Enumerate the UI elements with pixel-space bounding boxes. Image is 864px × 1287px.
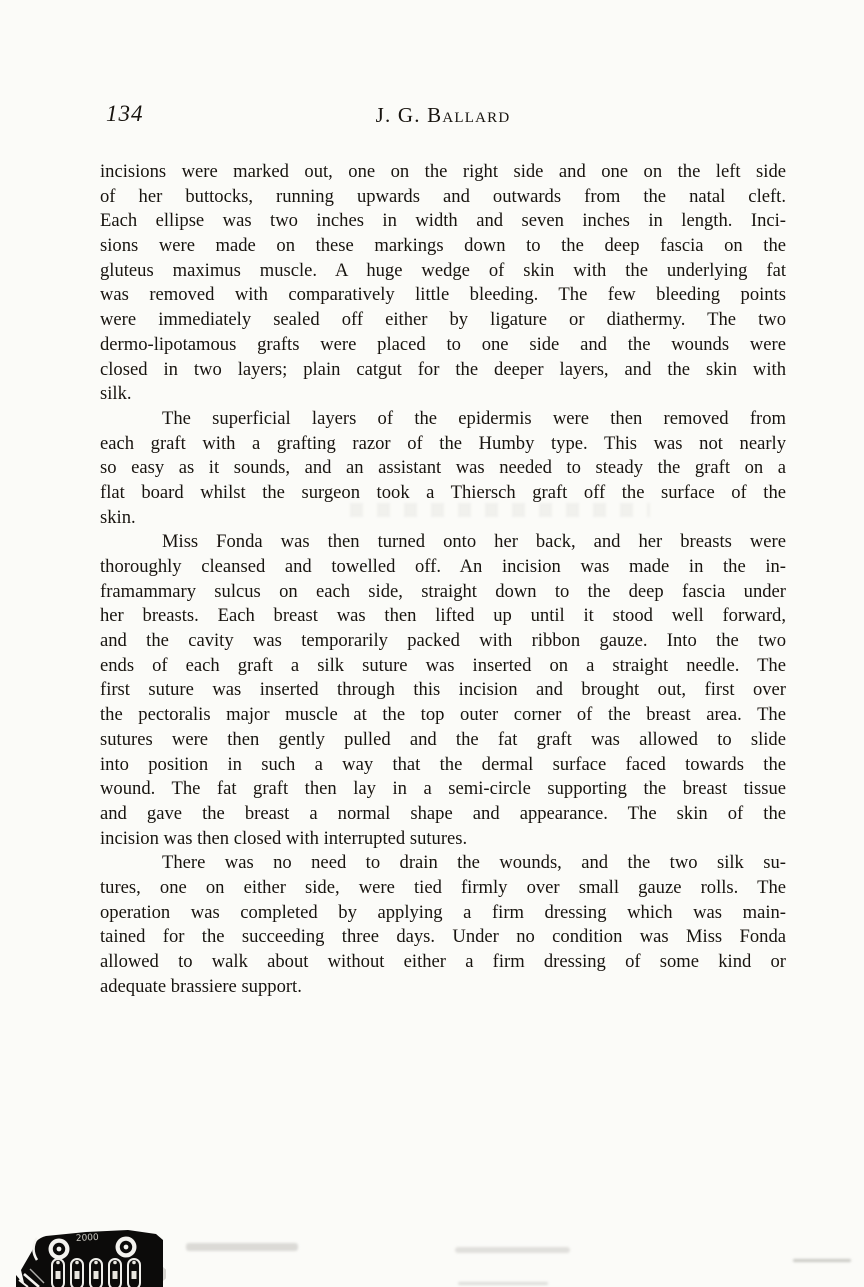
text-line: framammary sulcus on each side, straight down to the deep fascia under <box>100 580 786 602</box>
text-line: There was no need to drain the wounds, and the two silk su- <box>162 852 786 874</box>
text-line: first suture was inserted through this incision and brought out, first over <box>100 679 786 701</box>
text-line: her breasts. Each breast was then lifted up until it stood well forward, <box>100 605 786 627</box>
pencil-smudge <box>793 1259 851 1262</box>
text-line: flat board whilst the surgeon took a Thiersch graft off the surface of the <box>100 481 786 503</box>
paragraph <box>100 530 786 851</box>
text-line: silk. <box>100 383 132 405</box>
text-line: Each ellipse was two inches in width and seven inches in length. Inci- <box>100 210 786 232</box>
running-header: J. G. Ballard <box>375 103 511 127</box>
text-line: of her buttocks, running upwards and outwards from the natal cleft. <box>100 185 786 207</box>
text-line: into position in such a way that the dermal surface faced towards the <box>100 753 786 775</box>
text-line: operation was completed by applying a firm dressing which was main- <box>100 901 786 923</box>
text-line: and the cavity was temporarily packed with ribbon gauze. Into the two <box>100 630 786 652</box>
page-header <box>100 101 786 133</box>
text-line: tures, one on either side, were tied firmly over small gauze rolls. The <box>100 876 786 898</box>
text-line: wound. The fat graft then lay in a semi-circle supporting the breast tissue <box>100 778 786 800</box>
pencil-smudge <box>458 1282 548 1285</box>
text-line: skin. <box>100 506 136 528</box>
text-line: sutures were then gently pulled and the fat graft was allowed to slide <box>100 728 786 750</box>
paragraph <box>100 160 786 407</box>
pencil-smudge <box>455 1247 570 1253</box>
show-through-smudge <box>350 503 650 517</box>
text-line: tained for the succeeding three days. Under no condition was Miss Fonda <box>100 926 786 948</box>
text-line: adequate brassiere support. <box>100 975 302 997</box>
text-line: the pectoralis major muscle at the top outer corner of the breast area. The <box>100 704 786 726</box>
text-line: closed in two layers; plain catgut for the deeper layers, and the skin with <box>100 358 786 380</box>
paragraph <box>100 851 786 999</box>
text-line: Miss Fonda was then turned onto her back, and her breasts were <box>162 531 786 553</box>
text-line: incisions were marked out, one on the right side and one on the left side <box>100 161 786 182</box>
text-line: incision was then closed with interrupted sutures. <box>100 827 468 849</box>
text-line: each graft with a grafting razor of the Humby type. This was not nearly <box>100 432 786 454</box>
text-line: gluteus maximus muscle. A huge wedge of skin with the underlying fat <box>100 259 786 281</box>
text-line: allowed to walk about without either a firm dressing of some kind or <box>100 951 786 972</box>
artifact-marks: 2000 <box>75 1232 100 1244</box>
pencil-smudge <box>186 1243 298 1251</box>
print-fragment-stamp-icon <box>16 1229 166 1287</box>
text-line: sions were made on these markings down to the deep fascia on the <box>100 235 786 257</box>
page-body <box>100 160 786 999</box>
text-line: thoroughly cleansed and towelled off. An incision was made in the in- <box>100 556 786 577</box>
text-line: ends of each graft a silk suture was inserted on a straight needle. The <box>100 654 786 676</box>
text-line: and gave the breast a normal shape and appearance. The skin of the <box>100 802 786 824</box>
text-line: were immediately sealed off either by ligature or diathermy. The two <box>100 309 786 331</box>
text-line: so easy as it sounds, and an assistant was needed to steady the graft on a <box>100 457 786 479</box>
text-line: The superficial layers of the epidermis were then removed from <box>162 407 786 429</box>
text-line: dermo-lipotamous grafts were placed to one side and the wounds were <box>100 333 786 355</box>
text-line: was removed with comparatively little bleeding. The few bleeding points <box>100 284 786 306</box>
page-number: 134 <box>106 101 144 126</box>
